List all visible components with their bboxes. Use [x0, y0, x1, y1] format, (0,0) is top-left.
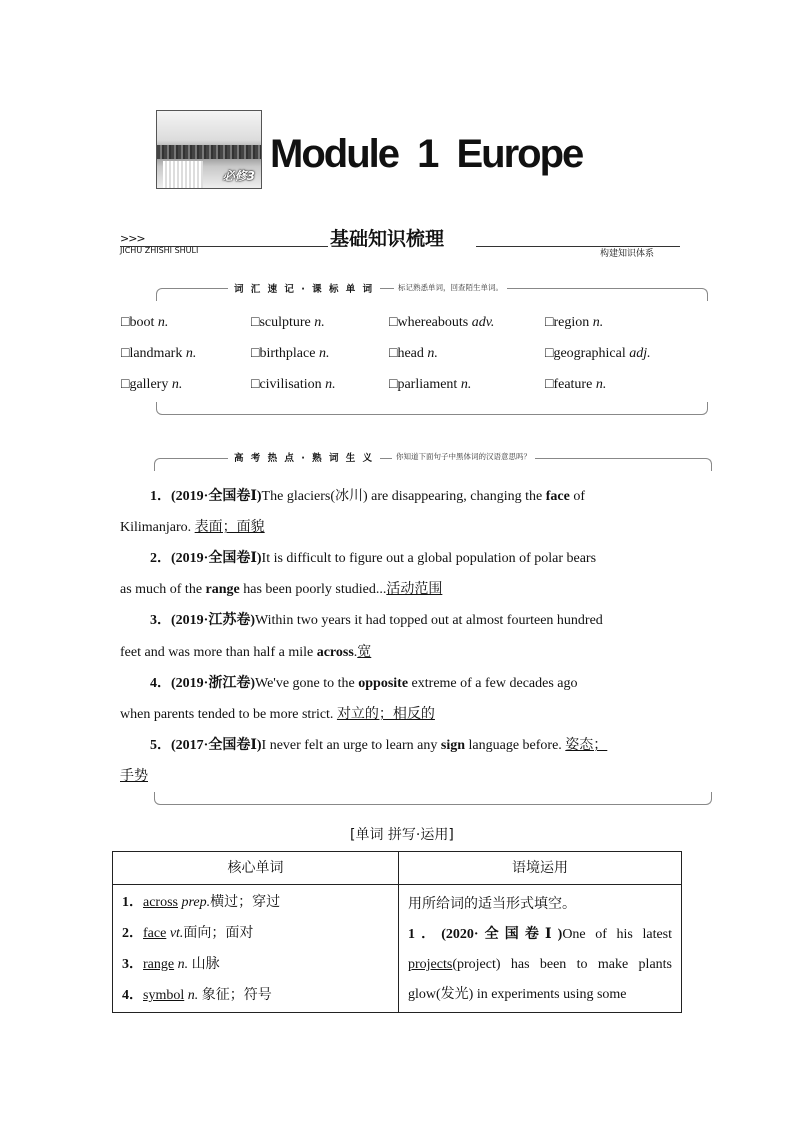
- vocab-word: □landmark n.: [121, 346, 197, 361]
- vocab-word: □gallery n.: [121, 377, 183, 392]
- answer: 宽: [357, 645, 372, 660]
- hot-item-line: 3．(2019·江苏卷)Within two years it had topped out at almost fourteen hundred: [150, 613, 603, 628]
- vocab-word: □sculpture n.: [251, 315, 325, 330]
- forest-graphic: [157, 145, 261, 159]
- exercise-answer: projects: [408, 957, 453, 972]
- section-subtitle: 构建知识体系: [600, 249, 655, 259]
- core-word-item: 1．across prep.横过；穿过: [122, 895, 281, 910]
- hot-box-heading: 高 考 热 点 · 熟 词 生 义: [228, 450, 380, 464]
- section-arrows-icon: >>>: [120, 232, 145, 245]
- section-pinyin: JICHU ZHISHI SHULI: [120, 246, 199, 255]
- hot-item-line: when parents tended to be more strict. 对立的；相反的: [120, 707, 435, 722]
- section-title: 基础知识梳理: [330, 228, 445, 250]
- vocab-box-heading: 词 汇 速 记 · 课 标 单 词: [228, 281, 380, 295]
- context-text: 用所给词的适当形式填空。 1．(2020·全国卷Ⅰ)One of his latest projects(project) has been to make plants glow(发光) in experiments using some: [400, 886, 680, 1010]
- hot-item-line: as much of the range has been poorly studied...活动范围: [120, 582, 443, 597]
- answer: 手势: [120, 769, 148, 784]
- instruction: 用所给词的适当形式填空。: [408, 897, 576, 912]
- volume-badge: 必修3: [222, 169, 255, 183]
- waterfall-graphic: [163, 161, 203, 188]
- hot-item-line: 1．(2019·全国卷Ⅰ)The glaciers(冰川) are disappearing, changing the face of: [150, 489, 585, 504]
- vocab-word: □civilisation n.: [251, 377, 336, 392]
- hot-box-bottom: [154, 792, 712, 805]
- hot-item-line: [120, 765, 148, 785]
- vocab-box-bottom: [156, 402, 708, 415]
- answer: 活动范围: [386, 582, 443, 597]
- module-title: Module 1 Europe: [270, 132, 583, 176]
- col-header-core: 核心单词: [113, 852, 399, 885]
- col-header-context: 语境运用: [399, 852, 682, 885]
- hot-item-line: 4．(2019·浙江卷)We've gone to the opposite extreme of a few decades ago: [150, 676, 578, 691]
- subsection-heading: [单词 拼写·运用]: [350, 827, 454, 843]
- answer: 姿态；: [565, 738, 608, 753]
- hot-item-line: feet and was more than half a mile across.宽: [120, 645, 372, 660]
- vocab-word: □birthplace n.: [251, 346, 330, 361]
- vocab-word: □parliament n.: [389, 377, 472, 392]
- book-cover-thumbnail: [156, 110, 262, 189]
- hot-item-line: Kilimanjaro. 表面；面貌: [120, 520, 265, 535]
- answer: 表面；面貌: [194, 520, 265, 535]
- vocab-word: □feature n.: [545, 377, 607, 392]
- context-cell: [399, 885, 682, 1013]
- core-word-item: 3．range n. 山脉: [122, 957, 220, 972]
- vocab-word: □whereabouts adv.: [389, 315, 495, 330]
- core-words-cell: [113, 885, 399, 1013]
- vocab-box-note: 标记熟悉单词，回查陌生单词。: [394, 282, 507, 293]
- hot-item-line: 2．(2019·全国卷Ⅰ)It is difficult to figure out a global population of polar bears: [150, 551, 597, 566]
- vocab-word: □boot n.: [121, 315, 169, 330]
- hot-box-note: 你知道下面句子中黑体词的汉语意思吗？: [392, 451, 535, 462]
- hot-item-line: 5．(2017·全国卷Ⅰ)I never felt an urge to learn any sign language before. 姿态；: [150, 738, 608, 753]
- vocab-word: □head n.: [389, 346, 438, 361]
- core-word-item: 4．symbol n. 象征；符号: [122, 988, 272, 1003]
- vocab-table: [112, 851, 682, 1013]
- vocab-word: □region n.: [545, 315, 604, 330]
- answer: 对立的；相反的: [336, 707, 435, 722]
- vocab-word: □geographical adj.: [545, 346, 651, 361]
- core-word-item: 2．face vt.面向；面对: [122, 926, 254, 941]
